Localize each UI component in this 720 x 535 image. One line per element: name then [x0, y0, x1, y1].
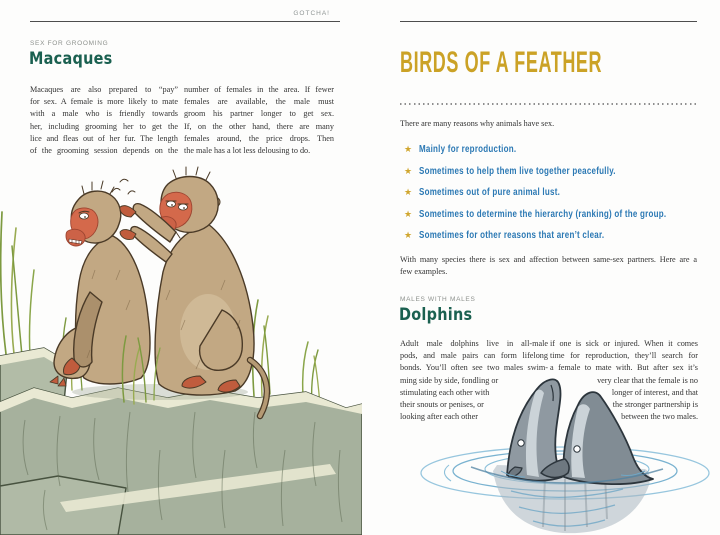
left-page-rule: [30, 21, 340, 22]
bullet-label: Sometimes to help them live together peacefully.: [419, 166, 616, 177]
bullet-item: [404, 187, 595, 198]
macaques-column-2: number of females in the area. If fewer females are available, the male must groom his partner longer to get sex. If, on the other hand, there are many females around, the price drops. Then the male has a lot less delousing to do.: [184, 85, 334, 156]
star-icon: ★: [404, 167, 413, 177]
bullet-item: [404, 144, 541, 155]
bullet-item: [404, 166, 665, 177]
bullet-label: Sometimes out of pure animal lust.: [419, 187, 561, 198]
bullet-label: Sometimes for other reasons that aren’t clear.: [419, 230, 605, 241]
star-icon: ★: [404, 231, 413, 241]
bullet-item: [404, 209, 720, 220]
left-section-kicker: SEX FOR GROOMING: [30, 40, 109, 47]
star-icon: ★: [404, 188, 413, 198]
dotted-rule: [400, 103, 697, 105]
right-section-title: Dolphins: [399, 305, 473, 325]
right-page-rule: [400, 21, 697, 22]
dolphin-pair: [507, 379, 653, 484]
star-icon: ★: [404, 145, 413, 155]
bullet-label: Mainly for reproduction.: [419, 144, 517, 155]
intro-text: There are many reasons why animals have sex.: [400, 119, 555, 128]
outro-text: With many species there is sex and affection between same-sex partners. Here are a few examples.: [400, 255, 697, 277]
dolphins-illustration: [415, 373, 720, 535]
left-section-title: Macaques: [29, 49, 113, 69]
macaques-column-1: Macaques are also prepared to “pay” for sex. A female is more likely to mate with a male who is friendly towards her, including grooming her to get the lice and fleas out of her fur. The length of the grooming session depends on the: [30, 85, 178, 156]
bullet-item: [404, 230, 651, 241]
chapter-title: BIRDS OF A FEATHER: [400, 46, 603, 79]
star-icon: ★: [404, 210, 413, 220]
macaques-grooming-illustration: [0, 150, 362, 535]
dolphins-column-1: Adult male dolphins live in all-male pods, and male pairs can form lifelong bonds. You’ll often see two males swim- ming side by side, fondling or stimulating each other with their snouts or penises, or looking after each other: [400, 339, 548, 422]
right-section-kicker: MALES WITH MALES: [400, 296, 476, 303]
bullet-label: Sometimes to determine the hierarchy (ranking) of the group.: [419, 209, 667, 220]
running-head: GOTCHA!: [293, 10, 330, 17]
dolphins-column-2: if one is sick or injured. When it comes time for reproduction, they’ll search for a female to mate with. But after sex it’s very clear that the female is no longer of interest, and that the stronger partnership is between the two males.: [550, 339, 698, 422]
macaque-pair: [50, 167, 267, 416]
